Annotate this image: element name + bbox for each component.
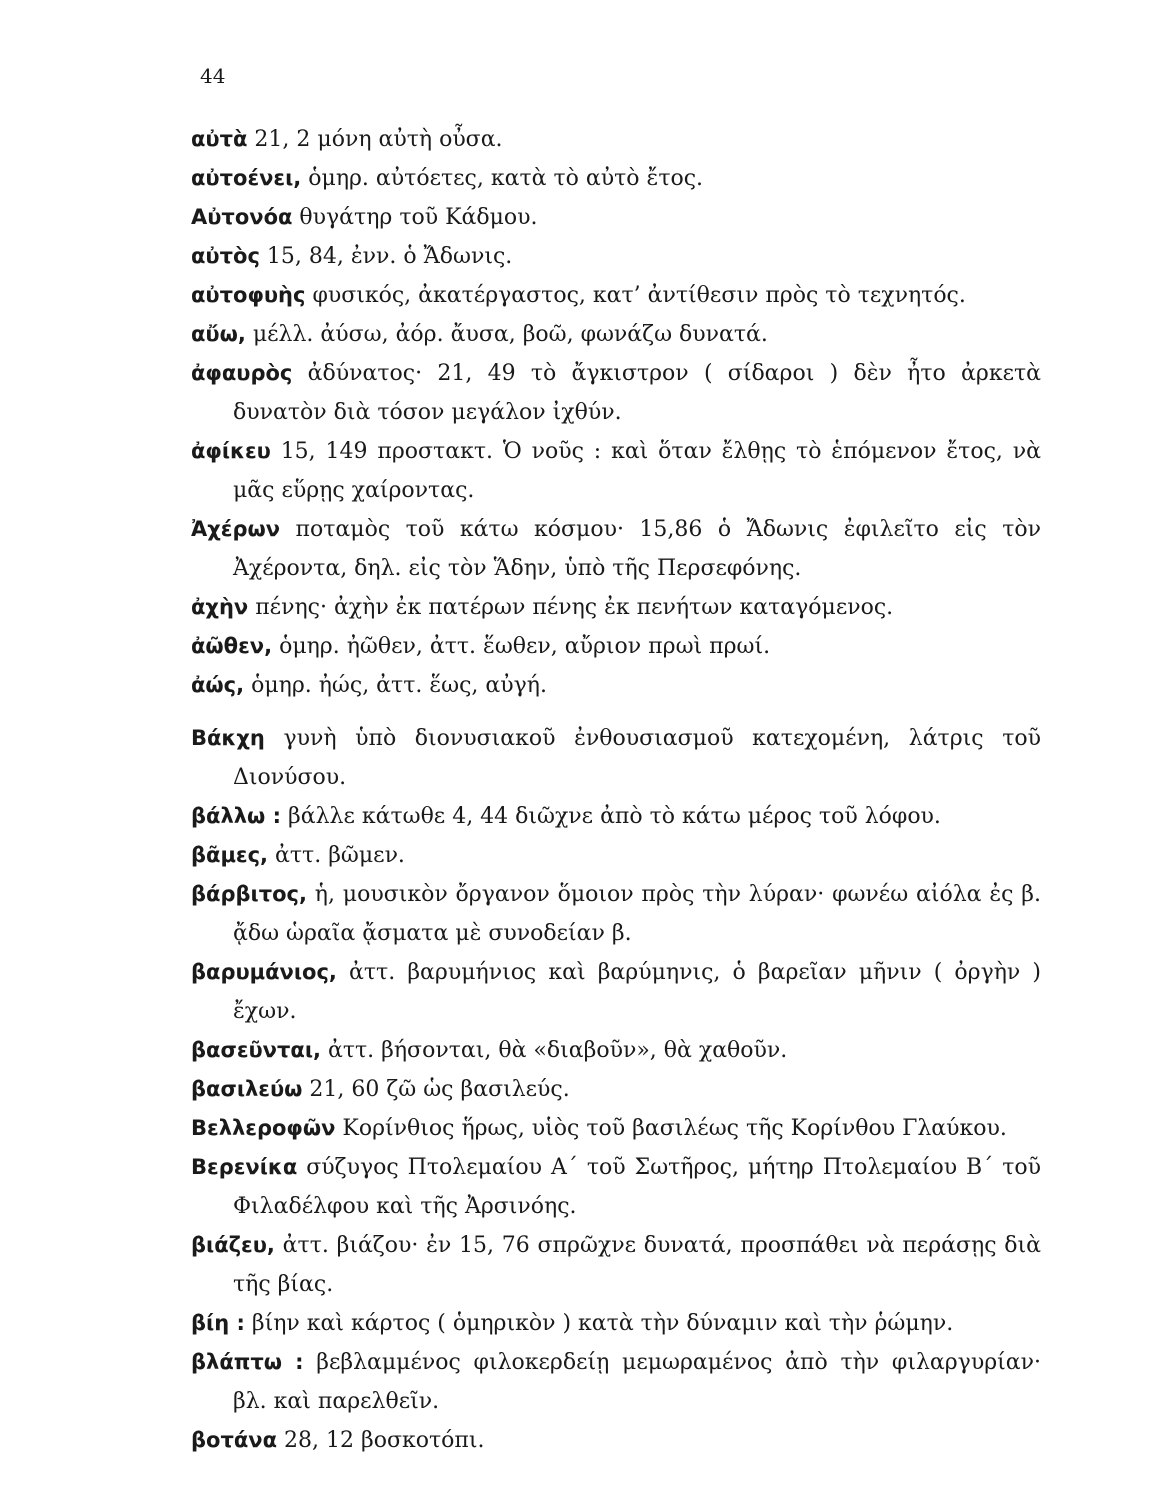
entry-headword: Βάκχη xyxy=(191,726,265,750)
page-number: 44 xyxy=(200,64,226,88)
entry-headword: ἀχὴν xyxy=(191,595,249,619)
entry-headword: ἀφίκευ xyxy=(191,439,271,463)
entry-headword: αὐτοφυὴς xyxy=(191,283,306,307)
entry-definition: μέλλ. ἀύσω, ἀόρ. ἄυσα, βοῶ, φωνάζω δυνατά. xyxy=(245,322,768,347)
entry-definition: πένης· ἀχὴν ἐκ πατέρων πένης ἐκ πενήτων καταγόμενος. xyxy=(248,595,894,620)
entry-headword: Αὐτονόα xyxy=(191,205,293,229)
entry-headword: ἀώς, xyxy=(191,673,245,697)
glossary-entry xyxy=(191,1421,1041,1460)
entry-definition: φυσικός, ἀκατέργαστος, κατ’ ἀντίθεσιν πρὸς τὸ τεχνητός. xyxy=(305,283,966,308)
glossary-entry xyxy=(191,120,1041,159)
entry-headword: βίη : xyxy=(191,1311,245,1335)
entry-definition: 15, 84, ἐνν. ὁ Ἄδωνις. xyxy=(259,244,513,269)
glossary-entry xyxy=(191,159,1041,198)
glossary-entry xyxy=(191,354,1041,432)
glossary-entry xyxy=(191,836,1041,875)
entry-headword: αὐτὸς xyxy=(191,244,260,268)
entry-headword: βαρυμάνιος, xyxy=(191,960,337,984)
entry-headword: ἀφαυρὸς xyxy=(191,361,293,385)
entry-headword: ἀῶθεν, xyxy=(191,634,273,658)
glossary-entry xyxy=(191,1031,1041,1070)
entry-headword: βιάζευ, xyxy=(191,1233,275,1257)
entry-headword: αὐτὰ xyxy=(191,127,248,151)
entry-definition: γυνὴ ὑπὸ διονυσιακοῦ ἐνθουσιασμοῦ κατεχομένη, λάτρις τοῦ Διονύσου. xyxy=(233,726,1041,790)
entry-definition: ἀττ. βῶμεν. xyxy=(268,843,405,868)
glossary-entry xyxy=(191,797,1041,836)
entry-headword: αὔω, xyxy=(191,322,246,346)
entry-headword: βάρβιτος, xyxy=(191,882,307,906)
entry-definition: ὁμηρ. ἠώς, ἀττ. ἕως, αὐγή. xyxy=(244,673,547,698)
entry-definition: βάλλε κάτωθε 4, 44 διῶχνε ἀπὸ τὸ κάτω μέρος τοῦ λόφου. xyxy=(281,804,941,829)
entry-definition: ἀττ. βήσονται, θὰ «διαβοῦν», θὰ χαθοῦν. xyxy=(320,1038,788,1063)
entry-definition: ποταμὸς τοῦ κάτω κόσμου· 15,86 ὁ Ἄδωνις ἐφιλεῖτο εἰς τὸν Ἀχέροντα, δηλ. εἰς τὸν Ἅδην, ὑπὸ τῆς Περσεφόνης. xyxy=(233,517,1041,581)
entry-definition: βεβλαμμένος φιλοκερδείῃ μεμωραμένος ἀπὸ τὴν φιλαργυρίαν· βλ. καὶ παρελθεῖν. xyxy=(233,1350,1041,1414)
entry-definition: Κορίνθιος ἥρως, υἱὸς τοῦ βασιλέως τῆς Κορίνθου Γλαύκου. xyxy=(335,1116,1007,1141)
entry-headword: βασιλεύω xyxy=(191,1077,303,1101)
glossary-entry xyxy=(191,510,1041,588)
glossary-entry xyxy=(191,627,1041,666)
entry-definition: 15, 149 προστακτ. Ὁ νοῦς : καὶ ὅταν ἔλθῃς τὸ ἑπόμενον ἔτος, νὰ μᾶς εὕρῃς χαίροντας. xyxy=(233,439,1041,503)
entry-definition: ὁμηρ. αὐτόετες, κατὰ τὸ αὐτὸ ἔτος. xyxy=(301,166,704,191)
entry-definition: σύζυγος Πτολεμαίου Α΄ τοῦ Σωτῆρος, μήτηρ Πτολεμαίου Β΄ τοῦ Φιλαδέλφου καὶ τῆς Ἀρσινόης. xyxy=(233,1155,1041,1219)
glossary-entry xyxy=(191,276,1041,315)
glossary-entry xyxy=(191,875,1041,953)
entry-definition: ὁμηρ. ἠῶθεν, ἀττ. ἕωθεν, αὔριον πρωὶ πρωί. xyxy=(272,634,771,659)
entry-headword: αὐτοένει, xyxy=(191,166,302,190)
glossary-entry xyxy=(191,1070,1041,1109)
glossary-entry xyxy=(191,432,1041,510)
glossary-entries xyxy=(191,120,1041,1460)
entry-definition: 21, 2 μόνη αὐτὴ οὖσα. xyxy=(247,127,503,152)
glossary-entry xyxy=(191,237,1041,276)
glossary-entry xyxy=(191,588,1041,627)
glossary-entry xyxy=(191,719,1041,797)
entry-headword: βᾶμες, xyxy=(191,843,269,867)
glossary-entry xyxy=(191,1109,1041,1148)
entry-definition: ἀττ. βιάζου· ἐν 15, 76 σπρῶχνε δυνατά, προσπάθει νὰ περάσῃς διὰ τῆς βίας. xyxy=(233,1233,1041,1297)
glossary-entry xyxy=(191,315,1041,354)
entry-definition: 21, 60 ζῶ ὡς βασιλεύς. xyxy=(302,1077,570,1102)
glossary-entry xyxy=(191,198,1041,237)
entry-definition: ἡ, μουσικὸν ὄργανον ὅμοιον πρὸς τὴν λύραν· φωνέω αἰόλα ἐς β. ᾄδω ὡραῖα ᾄσματα μὲ συνοδείαν β. xyxy=(233,882,1041,946)
glossary-entry xyxy=(191,666,1041,705)
entry-definition: ἀττ. βαρυμήνιος καὶ βαρύμηνις, ὁ βαρεῖαν μῆνιν ( ὀργὴν ) ἔχων. xyxy=(233,960,1041,1024)
glossary-entry xyxy=(191,1226,1041,1304)
entry-headword: βάλλω : xyxy=(191,804,281,828)
glossary-entry xyxy=(191,1343,1041,1421)
entry-definition: 28, 12 βοσκοτόπι. xyxy=(277,1428,485,1453)
entry-definition: βίην καὶ κάρτος ( ὁμηρικὸν ) κατὰ τὴν δύναμιν καὶ τὴν ῥώμην. xyxy=(244,1311,954,1336)
entry-headword: βοτάνα xyxy=(191,1428,278,1452)
entry-headword: Βερενίκα xyxy=(191,1155,298,1179)
entry-headword: βλάπτω : xyxy=(191,1350,304,1374)
glossary-entry xyxy=(191,1304,1041,1343)
entry-headword: Βελλεροφῶν xyxy=(191,1116,336,1140)
entry-headword: βασεῦνται, xyxy=(191,1038,321,1062)
glossary-entry xyxy=(191,1148,1041,1226)
entry-definition: ἀδύνατος· 21, 49 τὸ ἄγκιστρον ( σίδαροι ) δὲν ἦτο ἀρκετὰ δυνατὸν διὰ τόσον μεγάλον ἰχθύν. xyxy=(233,361,1041,425)
entry-definition: θυγάτηρ τοῦ Κάδμου. xyxy=(292,205,538,230)
glossary-entry xyxy=(191,953,1041,1031)
entry-headword: Ἀχέρων xyxy=(191,517,281,541)
